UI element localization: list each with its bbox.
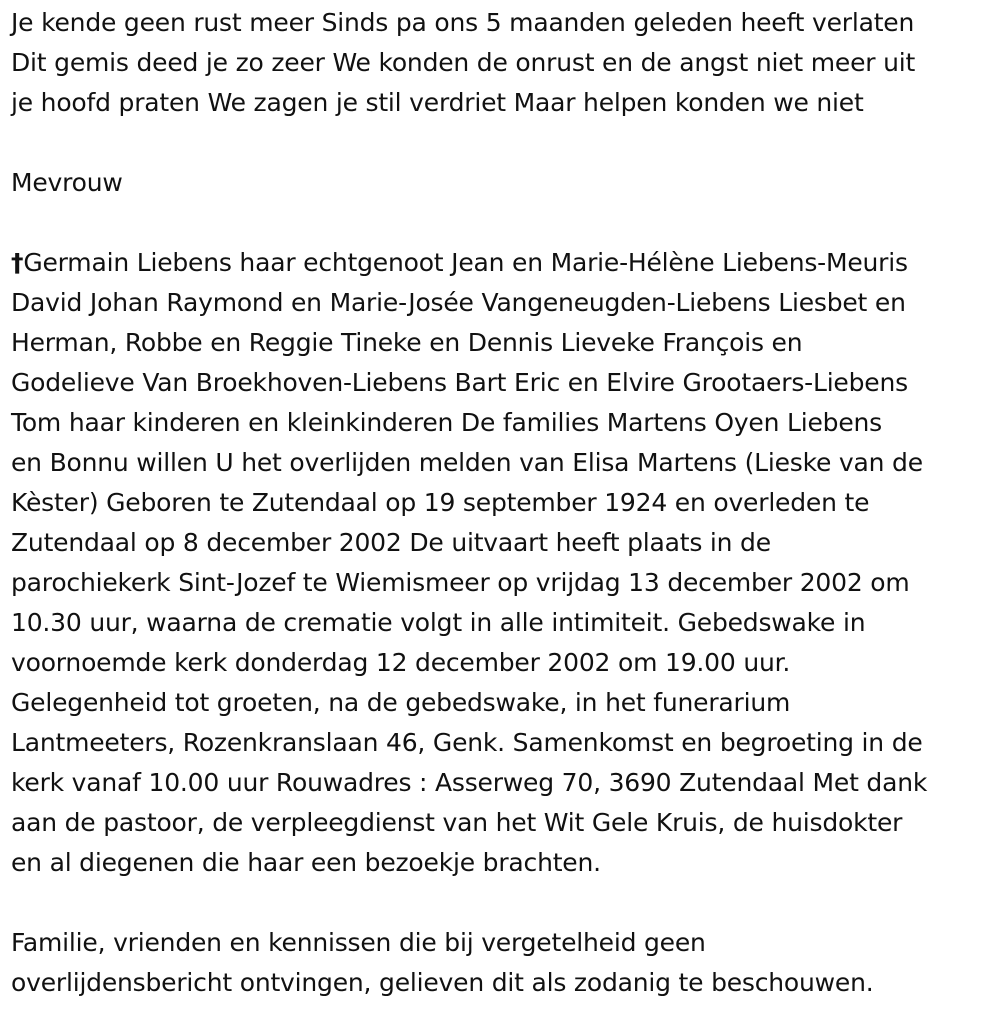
poem-line: Je kende geen rust meer Sinds pa ons 5 maanden geleden heeft verlaten	[11, 8, 915, 37]
poem-line: je hoofd praten We zagen je stil verdriet Maar helpen konden we niet	[11, 88, 864, 117]
footer-line: Familie, vrienden en kennissen die bij vergetelheid geen	[11, 928, 706, 957]
notice-section	[11, 243, 1000, 883]
spacer	[11, 883, 1000, 923]
notice-first-line-text: Germain Liebens haar echtgenoot Jean en Marie-Hélène Liebens-Meuris	[23, 248, 908, 277]
notice-line: Gelegenheid tot groeten, na de gebedswake, in het funerarium	[11, 688, 791, 717]
notice-line: David Johan Raymond en Marie-Josée Vangeneugden-Liebens Liesbet en	[11, 288, 906, 317]
spacer	[11, 203, 1000, 243]
notice-line: Lantmeeters, Rozenkranslaan 46, Genk. Samenkomst en begroeting in de	[11, 728, 923, 757]
footer-line: overlijdensbericht ontvingen, gelieven dit als zodanig te beschouwen.	[11, 968, 874, 997]
notice-line: Kèster) Geboren te Zutendaal op 19 september 1924 en overleden te	[11, 488, 870, 517]
notice-line: kerk vanaf 10.00 uur Rouwadres : Asserweg 70, 3690 Zutendaal Met dank	[11, 768, 928, 797]
notice-line: Tom haar kinderen en kleinkinderen De families Martens Oyen Liebens	[11, 408, 882, 437]
notice-line: en Bonnu willen U het overlijden melden van Elisa Martens (Lieske van de	[11, 448, 923, 477]
notice-line: voornoemde kerk donderdag 12 december 2002 om 19.00 uur.	[11, 648, 791, 677]
spacer	[11, 123, 1000, 163]
notice-line: en al diegenen die haar een bezoekje brachten.	[11, 848, 601, 877]
poem-line: Dit gemis deed je zo zeer We konden de onrust en de angst niet meer uit	[11, 48, 916, 77]
notice-line: Zutendaal op 8 december 2002 De uitvaart heeft plaats in de	[11, 528, 771, 557]
notice-line: Godelieve Van Broekhoven-Liebens Bart Eric en Elvire Grootaers-Liebens	[11, 368, 908, 397]
footer-section	[11, 923, 1000, 1003]
poem-section	[11, 3, 1000, 123]
salutation: Mevrouw	[11, 168, 123, 197]
notice-line: Herman, Robbe en Reggie Tineke en Dennis Lieveke François en	[11, 328, 803, 357]
notice-line: 10.30 uur, waarna de crematie volgt in alle intimiteit. Gebedswake in	[11, 608, 866, 637]
notice-line: parochiekerk Sint-Jozef te Wiemismeer op vrijdag 13 december 2002 om	[11, 568, 910, 597]
cross-icon: †	[11, 248, 24, 277]
notice-line: aan de pastoor, de verpleegdienst van het Wit Gele Kruis, de huisdokter	[11, 808, 903, 837]
notice-first-line	[11, 243, 1000, 283]
